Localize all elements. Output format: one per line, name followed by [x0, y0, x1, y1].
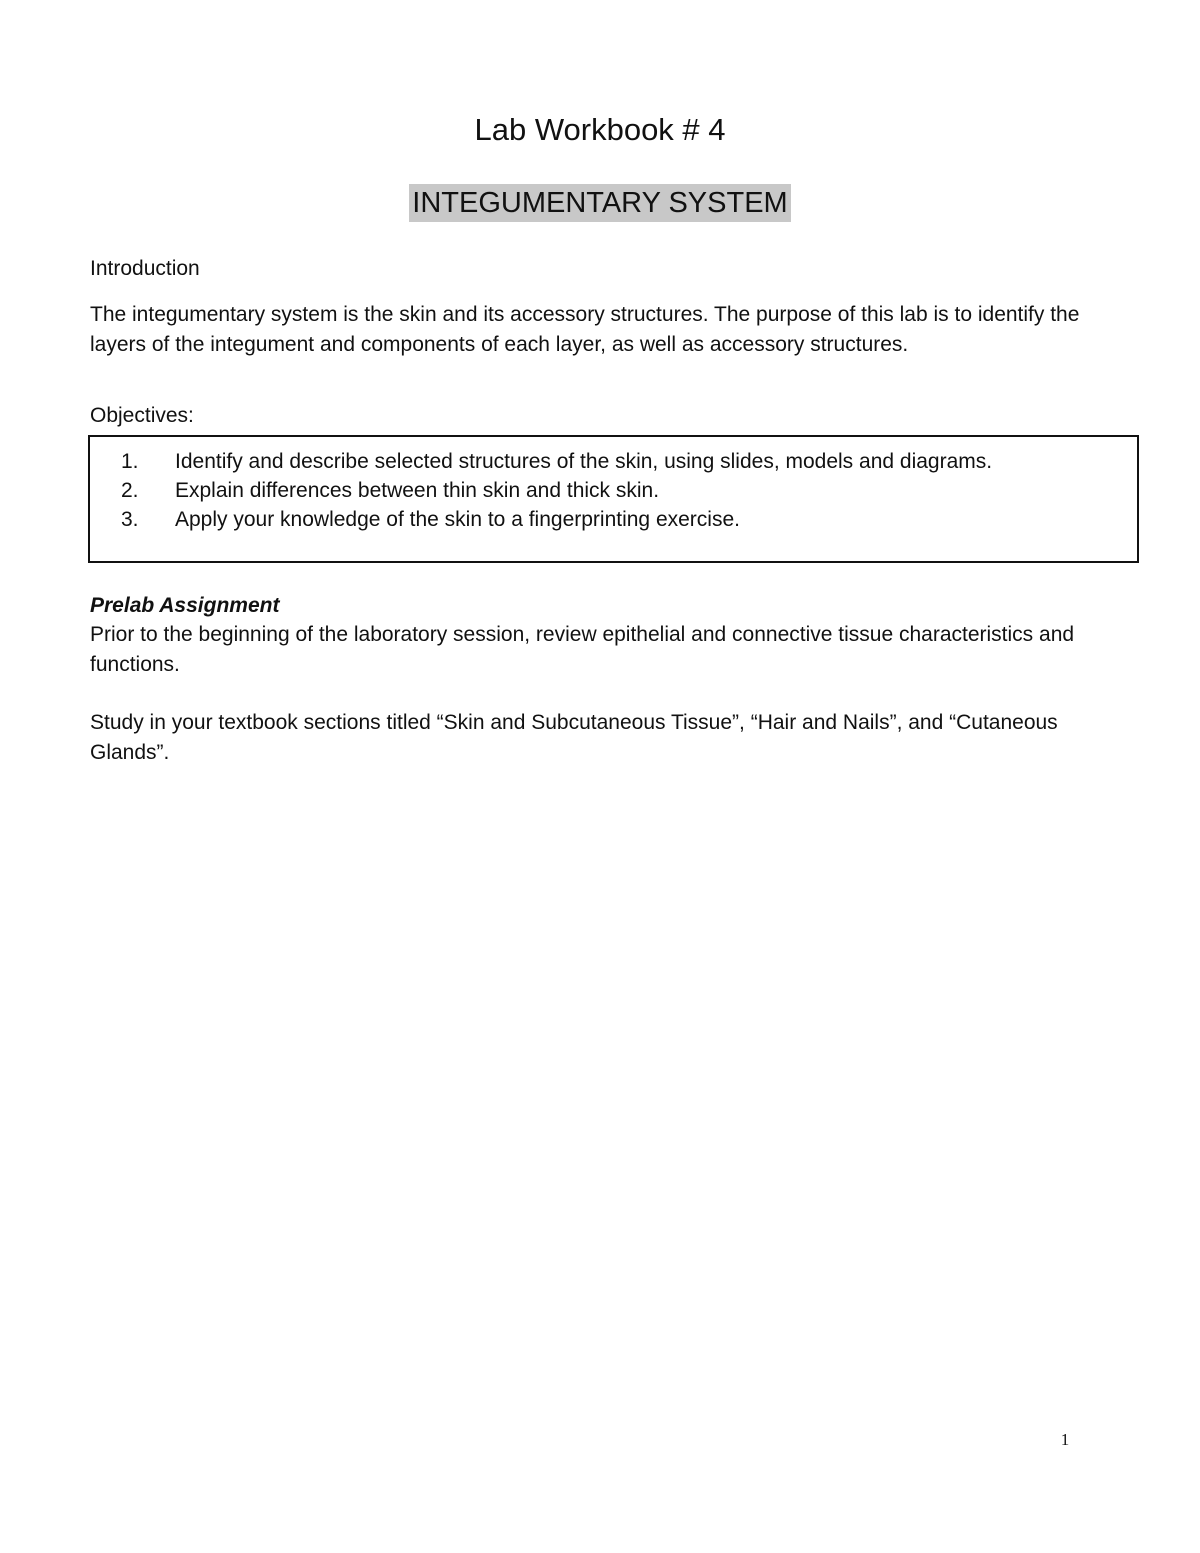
introduction-text: The integumentary system is the skin and its accessory structures. The purpose of this lab is to identify the layers of the integument and components of each layer, as well as accessory structures.: [90, 303, 1080, 356]
objectives-label: Objectives:: [90, 404, 194, 427]
prelab-heading: Prelab Assignment: [90, 594, 280, 617]
objectives-box: [88, 435, 1139, 563]
objective-item: [90, 505, 1137, 534]
objective-text: Identify and describe selected structures of the skin, using slides, models and diagrams.: [175, 450, 993, 473]
objective-text: Apply your knowledge of the skin to a fingerprinting exercise.: [175, 508, 740, 531]
objective-number: 3.: [121, 508, 139, 531]
objectives-list: [90, 447, 1137, 534]
introduction-label: Introduction: [90, 257, 200, 280]
document-title: Lab Workbook # 4: [474, 112, 726, 147]
document-subtitle: INTEGUMENTARY SYSTEM: [409, 184, 790, 222]
page-number: 1: [1060, 1430, 1070, 1449]
objective-number: 1.: [121, 450, 139, 473]
objective-number: 2.: [121, 479, 139, 502]
objective-item: [90, 447, 1137, 476]
objective-text: Explain differences between thin skin and thick skin.: [175, 479, 660, 502]
prelab-text: Prior to the beginning of the laboratory session, review epithelial and connective tissue characteristics and functions.: [90, 623, 1075, 676]
study-instructions: Study in your textbook sections titled “Skin and Subcutaneous Tissue”, “Hair and Nails”, and “Cutaneous Glands”.: [90, 711, 1058, 764]
subtitle-container: [0, 184, 1200, 222]
objective-item: [90, 476, 1137, 505]
